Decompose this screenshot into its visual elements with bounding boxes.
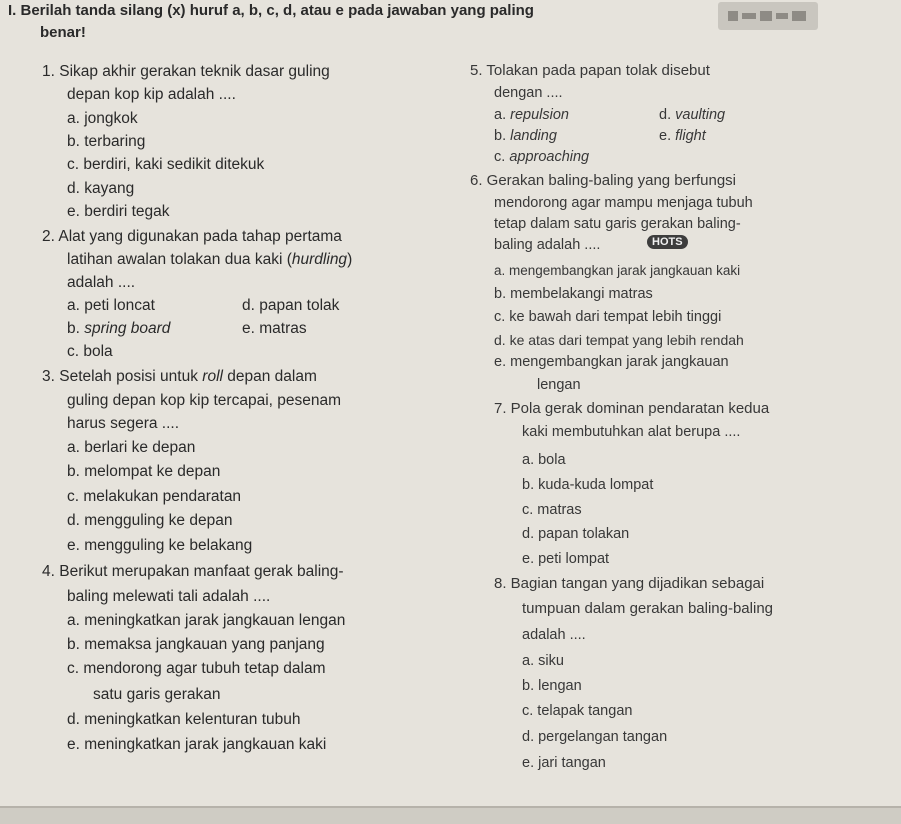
q6-option-e-cont: lengan bbox=[537, 377, 581, 393]
q6-stem-cont: mendorong agar mampu menjaga tubuh bbox=[494, 195, 753, 211]
q8-option-c[interactable]: c. telapak tangan bbox=[522, 703, 633, 719]
q2-option-c[interactable]: c. bola bbox=[67, 343, 113, 360]
q8-stem-cont: tumpuan dalam gerakan baling-baling bbox=[522, 600, 774, 617]
q3-stem-cont-2: harus segera .... bbox=[67, 415, 180, 432]
q7-option-e[interactable]: e. peti lompat bbox=[522, 551, 610, 567]
hots-badge: HOTS bbox=[647, 235, 688, 249]
q1-option-c[interactable]: c. berdiri, kaki sedikit ditekuk bbox=[67, 156, 265, 173]
q2-stem-cont-2: adalah .... bbox=[67, 274, 136, 291]
q3-stem-cont: guling depan kop kip tercapai, pesenam bbox=[67, 392, 342, 409]
q8-option-e[interactable]: e. jari tangan bbox=[522, 755, 606, 771]
q3-option-a[interactable]: a. berlari ke depan bbox=[67, 439, 196, 456]
q4-option-b[interactable]: b. memaksa jangkauan yang panjang bbox=[67, 636, 325, 653]
q5-stem: 5. Tolakan pada papan tolak disebut bbox=[470, 62, 710, 79]
q2-option-a[interactable]: a. peti loncat bbox=[67, 297, 155, 314]
q4-stem: 4. Berikut merupakan manfaat gerak baling- bbox=[42, 563, 344, 580]
q1-option-b[interactable]: b. terbaring bbox=[67, 133, 146, 150]
q5-option-c[interactable]: c. approaching bbox=[494, 149, 590, 165]
q2-stem-cont: latihan awalan tolakan dua kaki (hurdling) bbox=[67, 251, 353, 268]
q8-stem: 8. Bagian tangan yang dijadikan sebagai bbox=[494, 575, 765, 592]
q1-option-a[interactable]: a. jongkok bbox=[67, 110, 138, 127]
q4-option-c-cont: satu garis gerakan bbox=[93, 686, 221, 703]
q2-option-e[interactable]: e. matras bbox=[242, 320, 307, 337]
section-heading-cont: benar! bbox=[40, 24, 86, 41]
q6-option-d[interactable]: d. ke atas dari tempat yang lebih rendah bbox=[494, 332, 744, 348]
q4-stem-cont: baling melewati tali adalah .... bbox=[67, 588, 271, 605]
q1-stem-cont: depan kop kip adalah .... bbox=[67, 86, 236, 103]
q4-option-c[interactable]: c. mendorong agar tubuh tetap dalam bbox=[67, 660, 326, 677]
q5-option-a[interactable]: a. repulsion bbox=[494, 107, 569, 123]
q6-option-e[interactable]: e. mengembangkan jarak jangkauan bbox=[494, 354, 729, 370]
q1-option-d[interactable]: d. kayang bbox=[67, 180, 135, 197]
logo-mark-icon bbox=[726, 8, 810, 24]
q5-option-b[interactable]: b. landing bbox=[494, 128, 557, 144]
q6-stem-cont-2: tetap dalam satu garis gerakan baling- bbox=[494, 216, 741, 232]
q7-option-b[interactable]: b. kuda-kuda lompat bbox=[522, 477, 654, 493]
q4-option-d[interactable]: d. meningkatkan kelenturan tubuh bbox=[67, 711, 301, 728]
q2-option-d[interactable]: d. papan tolak bbox=[242, 297, 340, 314]
page-bottom-edge bbox=[0, 808, 901, 824]
q7-option-c[interactable]: c. matras bbox=[522, 502, 582, 518]
q8-stem-cont-2: adalah .... bbox=[522, 627, 586, 643]
q4-option-a[interactable]: a. meningkatkan jarak jangkauan lengan bbox=[67, 612, 346, 629]
q6-option-b[interactable]: b. membelakangi matras bbox=[494, 286, 653, 302]
q5-option-d[interactable]: d. vaulting bbox=[659, 107, 726, 123]
q3-stem: 3. Setelah posisi untuk roll depan dalam bbox=[42, 368, 317, 385]
q5-stem-cont: dengan .... bbox=[494, 85, 563, 101]
q7-option-d[interactable]: d. papan tolakan bbox=[522, 526, 630, 542]
q6-option-a[interactable]: a. mengembangkan jarak jangkauan kaki bbox=[494, 263, 741, 278]
q3-option-b[interactable]: b. melompat ke depan bbox=[67, 463, 221, 480]
q7-option-a[interactable]: a. bola bbox=[522, 452, 566, 468]
q3-option-e[interactable]: e. mengguling ke belakang bbox=[67, 537, 253, 554]
q8-option-a[interactable]: a. siku bbox=[522, 653, 564, 669]
q1-stem: 1. Sikap akhir gerakan teknik dasar guling bbox=[42, 63, 330, 80]
section-heading: I. Berilah tanda silang (x) huruf a, b, c, d, atau e pada jawaban yang paling bbox=[8, 2, 534, 19]
q3-option-c[interactable]: c. melakukan pendaratan bbox=[67, 488, 242, 505]
q2-stem: 2. Alat yang digunakan pada tahap pertama bbox=[42, 228, 342, 245]
q6-option-c[interactable]: c. ke bawah dari tempat lebih tinggi bbox=[494, 309, 722, 325]
q6-stem-cont-3: baling adalah .... bbox=[494, 237, 601, 253]
publisher-logo bbox=[718, 2, 818, 30]
q3-option-d[interactable]: d. mengguling ke depan bbox=[67, 512, 233, 529]
q8-option-d[interactable]: d. pergelangan tangan bbox=[522, 729, 668, 745]
q4-option-e[interactable]: e. meningkatkan jarak jangkauan kaki bbox=[67, 736, 327, 753]
q8-option-b[interactable]: b. lengan bbox=[522, 678, 582, 694]
q7-stem-cont: kaki membutuhkan alat berupa .... bbox=[522, 424, 741, 440]
q7-stem: 7. Pola gerak dominan pendaratan kedua bbox=[494, 400, 770, 417]
q2-option-b[interactable]: b. spring board bbox=[67, 320, 171, 337]
q6-stem: 6. Gerakan baling-baling yang berfungsi bbox=[470, 172, 737, 189]
q5-option-e[interactable]: e. flight bbox=[659, 128, 706, 144]
q1-option-e[interactable]: e. berdiri tegak bbox=[67, 203, 170, 220]
